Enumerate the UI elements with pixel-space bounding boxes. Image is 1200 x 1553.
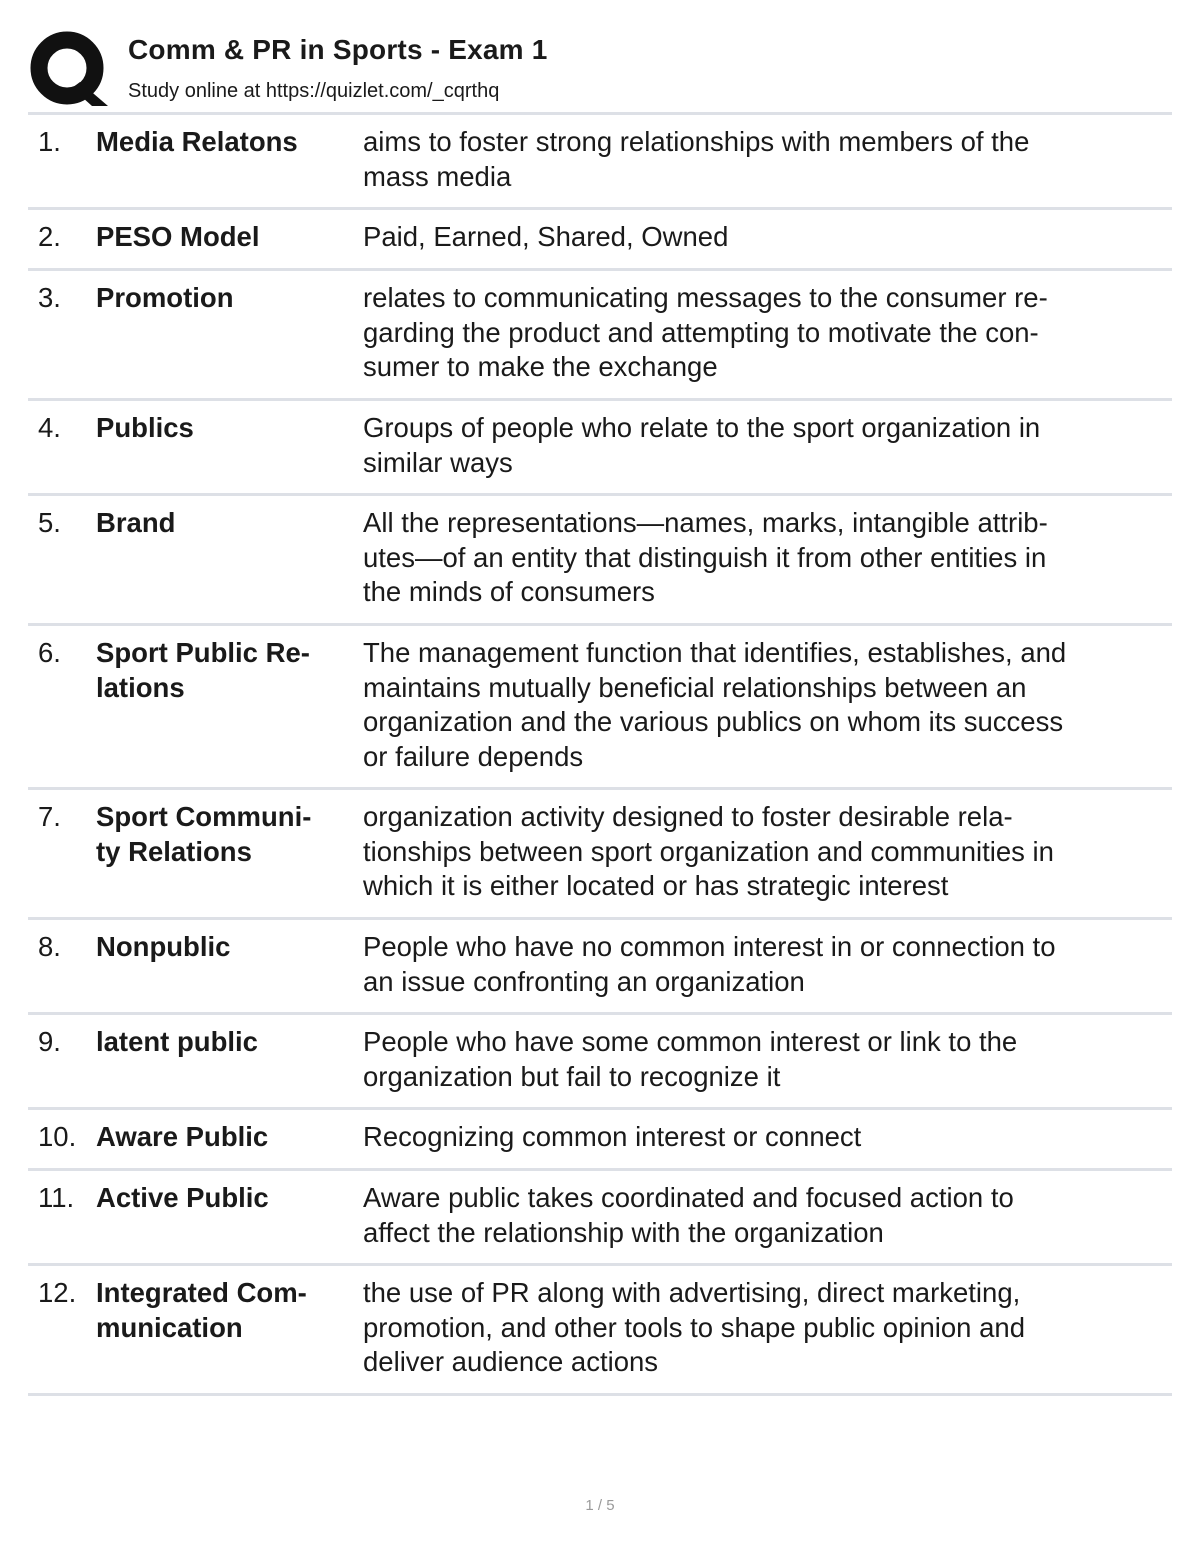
- flashcard-term: [96, 1120, 358, 1155]
- term-line: Sport Public Re-: [96, 637, 310, 668]
- term-line: Nonpublic: [96, 931, 231, 962]
- term-line: Brand: [96, 507, 176, 538]
- flashcard-row: [28, 790, 1172, 920]
- flashcard-term: [96, 506, 358, 541]
- definition-line: Recognizing common interest or connect: [363, 1121, 862, 1152]
- flashcard-definition: [363, 930, 1168, 999]
- definition-line: People who have no common interest in or connection to: [363, 931, 1056, 962]
- term-line: Sport Communi-: [96, 801, 312, 832]
- flashcard-definition: [363, 281, 1168, 385]
- document-header: [30, 28, 1172, 108]
- flashcard-list: [28, 115, 1172, 1396]
- flashcard-term: [96, 281, 358, 316]
- flashcard-row: [28, 401, 1172, 496]
- term-line: PESO Model: [96, 221, 260, 252]
- definition-line: utes—of an entity that distinguish it from other entities in: [363, 541, 1047, 573]
- flashcard-number: 10.: [38, 1121, 77, 1152]
- flashcard-number: 7.: [38, 801, 61, 832]
- flashcard-definition: [363, 800, 1168, 904]
- flashcard-row: [28, 1015, 1172, 1110]
- flashcard-term: [96, 1025, 358, 1060]
- flashcard-number: 11.: [38, 1182, 75, 1213]
- flashcard-number: 1.: [38, 126, 61, 157]
- flashcard-number: 4.: [38, 412, 61, 443]
- flashcard-term: [96, 411, 358, 446]
- flashcard-number: 5.: [38, 507, 61, 538]
- study-online-link[interactable]: Study online at https://quizlet.com/_cqrthq: [128, 80, 500, 102]
- flashcard-term: [96, 636, 358, 705]
- definition-line: deliver audience actions: [363, 1346, 659, 1377]
- flashcard-definition: [363, 125, 1168, 194]
- definition-line: similar ways: [363, 446, 513, 478]
- term-line: Publics: [96, 412, 194, 443]
- term-line: ty Relations: [96, 835, 252, 867]
- definition-line: tionships between sport organization and communities in: [363, 835, 1054, 867]
- flashcard-number: 3.: [38, 282, 61, 313]
- flashcard-definition: [363, 636, 1168, 774]
- document-title: Comm & PR in Sports - Exam 1: [128, 34, 548, 65]
- flashcard-definition: [363, 1276, 1168, 1380]
- term-line: Integrated Com-: [96, 1277, 307, 1308]
- definition-line: The management function that identifies, establishes, and: [363, 637, 1067, 668]
- flashcard-row: [28, 496, 1172, 626]
- definition-line: organization and the various publics on whom its success: [363, 706, 1064, 737]
- flashcard-row: [28, 1171, 1172, 1266]
- quizlet-q-logo-icon: [30, 30, 110, 110]
- definition-line: People who have some common interest or link to the: [363, 1026, 1018, 1057]
- term-line: Aware Public: [96, 1121, 269, 1152]
- flashcard-term: [96, 930, 358, 965]
- definition-line: aims to foster strong relationships with members of the: [363, 126, 1030, 157]
- flashcard-number: 9.: [38, 1026, 61, 1057]
- flashcard-definition: [363, 1025, 1168, 1094]
- definition-line: promotion, and other tools to shape public opinion and: [363, 1311, 1025, 1343]
- page-number: 1 / 5: [585, 1497, 615, 1514]
- definition-line: which it is either located or has strategic interest: [363, 870, 949, 901]
- term-line: Media Relatons: [96, 126, 298, 157]
- definition-line: relates to communicating messages to the consumer re-: [363, 282, 1048, 313]
- definition-line: All the representations—names, marks, intangible attrib-: [363, 507, 1048, 538]
- term-line: latent public: [96, 1026, 258, 1057]
- definition-line: Paid, Earned, Shared, Owned: [363, 221, 729, 252]
- flashcard-number: 2.: [38, 221, 61, 252]
- definition-line: an issue confronting an organization: [363, 965, 805, 997]
- flashcard-term: [96, 220, 358, 255]
- definition-line: affect the relationship with the organization: [363, 1216, 884, 1248]
- flashcard-definition: [363, 1120, 1168, 1155]
- flashcard-number: 8.: [38, 931, 61, 962]
- flashcard-row: [28, 920, 1172, 1015]
- flashcard-row: [28, 210, 1172, 271]
- flashcard-term: [96, 1181, 358, 1216]
- definition-line: mass media: [363, 160, 512, 192]
- definition-line: maintains mutually beneficial relationships between an: [363, 671, 1027, 703]
- flashcard-number: 12.: [38, 1277, 77, 1308]
- definition-line: garding the product and attempting to motivate the con-: [363, 316, 1039, 348]
- definition-line: or failure depends: [363, 740, 584, 772]
- term-line: Active Public: [96, 1182, 269, 1213]
- definition-line: the minds of consumers: [363, 576, 655, 607]
- flashcard-term: [96, 800, 358, 869]
- flashcard-row: [28, 1266, 1172, 1396]
- definition-line: organization activity designed to foster desirable rela-: [363, 801, 1013, 832]
- definition-line: Groups of people who relate to the sport organization in: [363, 412, 1041, 443]
- flashcard-row: [28, 115, 1172, 210]
- flashcard-definition: [363, 506, 1168, 610]
- flashcard-definition: [363, 220, 1168, 255]
- flashcard-row: [28, 1110, 1172, 1171]
- definition-line: Aware public takes coordinated and focused action to: [363, 1182, 1014, 1213]
- definition-line: the use of PR along with advertising, direct marketing,: [363, 1277, 1021, 1308]
- flashcard-term: [96, 125, 358, 160]
- flashcard-row: [28, 271, 1172, 401]
- flashcard-term: [96, 1276, 358, 1345]
- term-line: munication: [96, 1311, 243, 1343]
- term-line: Promotion: [96, 282, 234, 313]
- definition-line: organization but fail to recognize it: [363, 1060, 781, 1092]
- flashcard-number: 6.: [38, 637, 61, 668]
- definition-line: sumer to make the exchange: [363, 351, 718, 382]
- flashcard-definition: [363, 1181, 1168, 1250]
- flashcard-row: [28, 626, 1172, 790]
- flashcard-definition: [363, 411, 1168, 480]
- term-line: lations: [96, 671, 185, 703]
